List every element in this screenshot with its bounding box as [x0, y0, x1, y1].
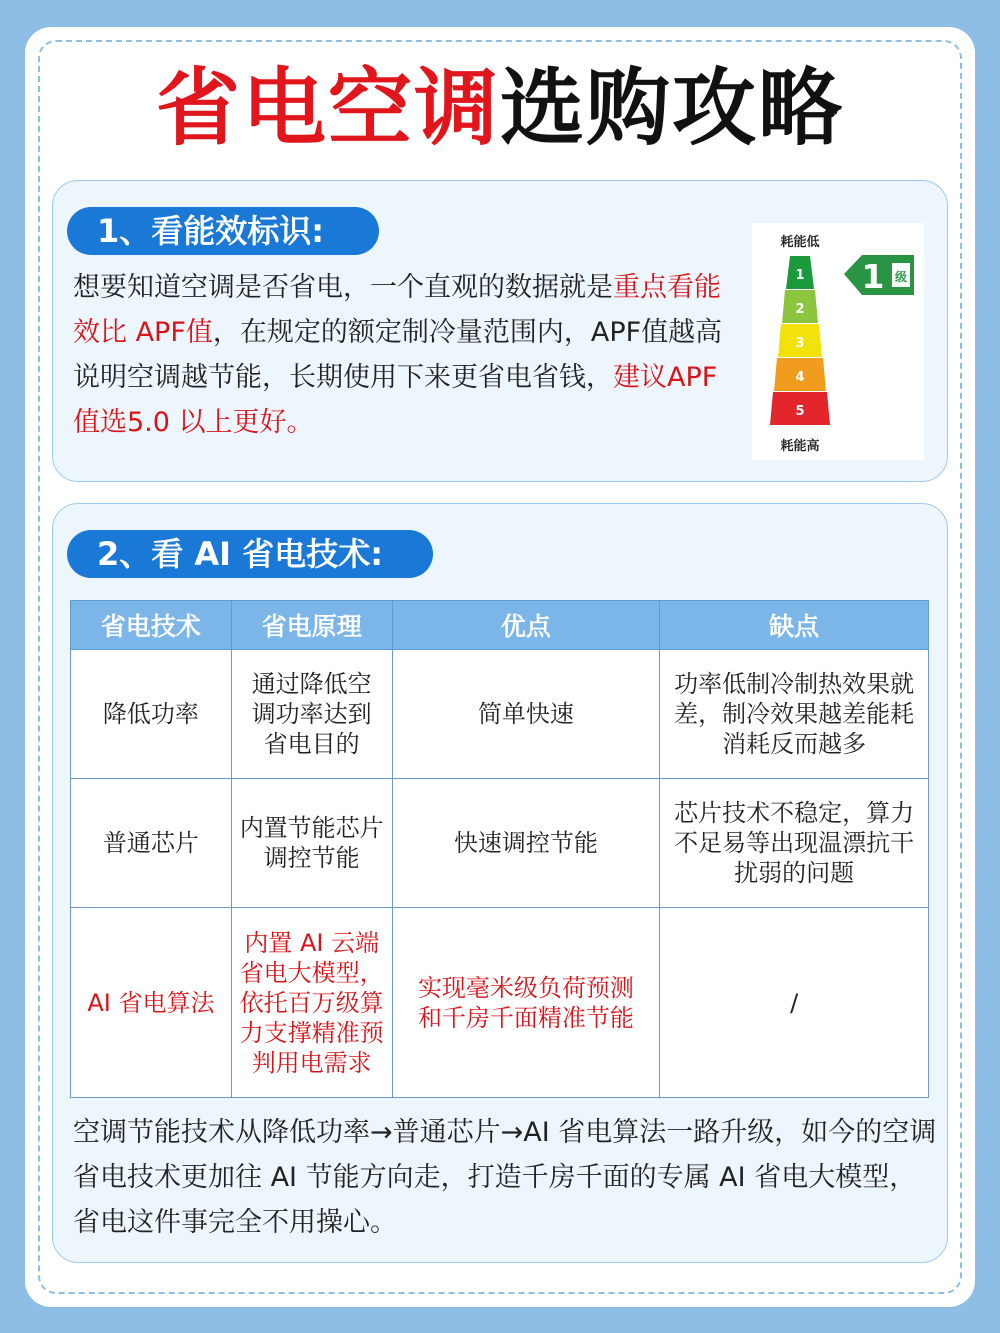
- cell-cons: 芯片技术不稳定，算力不足易等出现温漂抗干扰弱的问题: [660, 779, 929, 908]
- section2-heading: 2、看 AI 省电技术:: [67, 530, 433, 578]
- section1-paragraph: [73, 265, 741, 445]
- header-cons: 缺点: [660, 601, 929, 650]
- level-1-num: 1: [795, 268, 805, 283]
- s1-text-b: 重点看能效比 APF值: [73, 272, 721, 348]
- cell-principle: 内置 AI 云端省电大模型，依托百万级算力支撑精准预判用电需求: [231, 908, 392, 1098]
- tech-comparison-table: [70, 600, 929, 1098]
- cell-tech: 降低功率: [71, 650, 232, 779]
- table-row: [71, 650, 929, 779]
- section2-summary: 空调节能技术从降低功率→普通芯片→AI 省电算法一路升级，如今的空调省电技术更加往 AI 节能方向走，打造千房千面的专属 AI 省电大模型，省电这件事完全不用操心。: [73, 1117, 937, 1238]
- cell-pros: 实现毫米级负荷预测和千房千面精准节能: [392, 908, 660, 1098]
- cell-cons: /: [660, 908, 929, 1098]
- energy-label-top: 耗能低: [780, 235, 820, 250]
- grade-number: 1: [861, 257, 885, 296]
- s1-text-c: ，在规定的额定制冷量范围内，APF值越高说明空调越节能，长期使用下来更省电省钱，: [73, 317, 723, 393]
- cell-tech: 普通芯片: [71, 779, 232, 908]
- header-principle: 省电原理: [231, 601, 392, 650]
- level-3-num: 3: [795, 336, 805, 351]
- level-5-num: 5: [795, 404, 805, 419]
- title-dark: 选购攻略: [500, 59, 845, 157]
- cell-cons: 功率低制冷制热效果就差，制冷效果越差能耗消耗反而越多: [660, 650, 929, 779]
- level-2-num: 2: [795, 302, 805, 317]
- energy-label-bottom: 耗能高: [780, 439, 820, 454]
- s1-text-a: 想要知道空调是否省电，一个直观的数据就是: [73, 272, 613, 303]
- grade-unit: 级: [894, 270, 908, 284]
- cell-pros: 快速调控节能: [392, 779, 660, 908]
- cell-principle: 内置节能芯片调控节能: [231, 779, 392, 908]
- table-header-row: [71, 601, 929, 650]
- header-tech: 省电技术: [71, 601, 232, 650]
- level-4-num: 4: [795, 370, 805, 385]
- energy-label-bars: [752, 223, 924, 460]
- section1-heading: 1、看能效标识:: [67, 207, 379, 255]
- s1-text-d: 建议APF值选5.0 以上更好。: [73, 362, 718, 438]
- cell-tech: AI 省电算法: [71, 908, 232, 1098]
- table-row: [71, 908, 929, 1098]
- table-row: [71, 779, 929, 908]
- page-title: [0, 58, 1000, 158]
- title-red: 省电空调: [155, 59, 500, 157]
- cell-pros: 简单快速: [392, 650, 660, 779]
- energy-label-image: [752, 223, 924, 460]
- header-pros: 优点: [392, 601, 660, 650]
- cell-principle: 通过降低空调功率达到省电目的: [231, 650, 392, 779]
